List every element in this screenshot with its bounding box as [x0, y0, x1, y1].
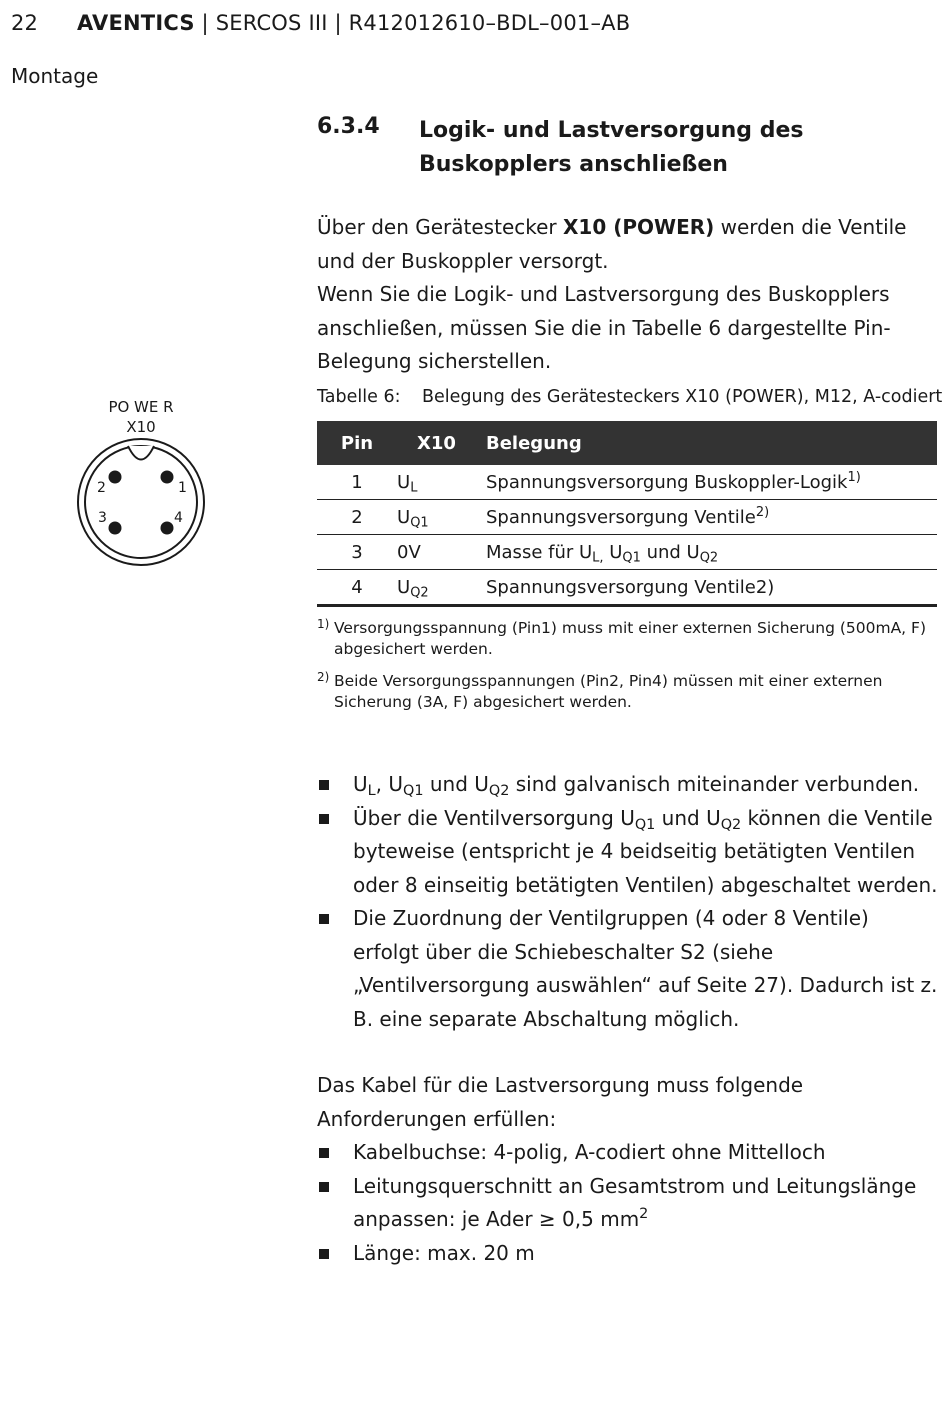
table-caption	[317, 387, 942, 407]
connector-id: X10	[126, 418, 156, 436]
pin-1-label: 1	[178, 480, 187, 496]
table-header-row	[317, 421, 937, 465]
table-row	[317, 570, 937, 606]
running-header	[11, 11, 630, 35]
cell-x10-sub: L	[410, 480, 418, 496]
cell-pin: 4	[317, 570, 397, 606]
pin-1-dot	[161, 471, 174, 484]
intro-text	[317, 211, 939, 379]
pin-assignment-table	[317, 421, 937, 607]
bullet-text: können die Ventile byteweise (entspricht je 4 beidseitig betätigten Ventilen oder 8 einseitig betätigten Ventilen) abgeschaltet werden.	[353, 805, 938, 897]
cell-desc-text: Masse für U	[486, 541, 593, 563]
table-row	[317, 465, 937, 500]
table-row	[317, 535, 937, 570]
bullet-square-icon	[319, 780, 329, 790]
bullet-square-icon	[319, 814, 329, 824]
document-id: | SERCOS III | R412012610–BDL–001–AB	[194, 11, 631, 35]
cell-x10-sub: Q2	[410, 585, 429, 601]
table-caption-text: Belegung des Gerätesteckers X10 (POWER), M12, A-codiert	[422, 387, 943, 407]
pin-4-dot	[161, 522, 174, 535]
requirement-text: Länge: max. 20 m	[353, 1240, 535, 1265]
requirement-text: Leitungsquerschnitt an Gesamtstrom und Leitungslänge anpassen: je Ader ≥ 0,5 mm	[353, 1173, 917, 1231]
requirement-sup: 2	[639, 1206, 649, 1223]
bullet-sub: Q2	[488, 783, 510, 800]
list-item	[317, 802, 939, 903]
bullet-square-icon	[319, 1249, 329, 1259]
bullet-text: Über die Ventilversorgung U	[353, 805, 635, 830]
intro-paragraph-1	[317, 211, 939, 278]
footnote-2	[317, 671, 937, 713]
cell-pin: 2	[317, 500, 397, 535]
list-item	[317, 768, 939, 802]
list-item	[317, 1237, 939, 1271]
cell-x10-sub: Q1	[410, 515, 429, 531]
connector-inner-ring	[85, 446, 197, 558]
intro-paragraph-2: Wenn Sie die Logik- und Lastversorgung des Buskopplers anschließen, müssen Sie die in Tabelle 6 dargestellte Pin-Belegung sicherstellen.	[317, 282, 891, 373]
connector-name: X10 (POWER)	[563, 215, 715, 239]
bullet-sub: Q1	[403, 783, 424, 800]
cell-belegung	[486, 500, 937, 535]
intro-p1-start: Über den Gerätestecker	[317, 215, 563, 239]
bullet-square-icon	[319, 914, 329, 924]
footnote-1-text: Versorgungsspannung (Pin1) muss mit einer externen Sicherung (500mA, F) abgesichert werden.	[334, 619, 926, 658]
page-number: 22	[11, 11, 39, 35]
cell-x10	[397, 500, 486, 535]
cell-pin: 1	[317, 465, 397, 500]
bullet-text: , U	[375, 772, 404, 796]
cable-intro: Das Kabel für die Lastversorgung muss folgende Anforderungen erfüllen:	[317, 1073, 804, 1131]
bullet-text: Die Zuordnung der Ventilgruppen (4 oder 8 Ventile) erfolgt über die Schiebeschalter S2 (siehe „Ventilversorgung auswählen“ auf Seite 27). Dadurch ist z. B. eine separate Abschaltung möglich.	[353, 906, 938, 1031]
cell-desc-text: Spannungsversorgung Ventile	[486, 506, 756, 528]
cell-x10	[397, 465, 486, 500]
bullet-text: U	[353, 772, 368, 796]
heading-number: 6.3.4	[317, 114, 380, 139]
cell-x10-text: U	[397, 576, 411, 598]
bullet-sub: L	[367, 783, 376, 800]
connector-label: PO WE R	[108, 398, 174, 416]
coding-key	[128, 446, 154, 460]
pin-3-label: 3	[98, 510, 107, 526]
table-caption-label: Tabelle 6:	[317, 387, 401, 407]
list-item	[317, 1136, 939, 1170]
bullet-text: und U	[655, 805, 721, 830]
footnote-1	[317, 618, 937, 660]
cell-x10-text: U	[397, 471, 411, 493]
cell-desc-sub: Q1	[622, 550, 641, 566]
bullet-text: sind galvanisch miteinander verbunden.	[509, 772, 920, 796]
table-row	[317, 500, 937, 535]
cell-desc-text: U	[603, 541, 623, 563]
list-item	[317, 1170, 939, 1237]
cell-pin: 3	[317, 535, 397, 570]
pin-2-dot	[109, 471, 122, 484]
bullet-text: und U	[423, 772, 489, 796]
cell-desc-text: und U	[640, 541, 700, 563]
brand-name: AVENTICS	[77, 11, 195, 35]
list-item	[317, 902, 939, 1036]
cell-belegung: Spannungsversorgung Ventile2)	[486, 570, 937, 606]
pin-4-label: 4	[174, 510, 183, 526]
m12-connector-icon	[70, 395, 215, 570]
footnote-2-text: Beide Versorgungsspannungen (Pin2, Pin4) müssen mit einer externen Sicherung (3A, F) abgesichert werden.	[334, 672, 883, 711]
footnote-1-mark: 1)	[317, 617, 330, 631]
cell-desc-text: Spannungsversorgung Buskoppler-Logik	[486, 471, 848, 493]
cell-belegung	[486, 535, 937, 570]
cell-x10: 0V	[397, 535, 486, 570]
cell-x10	[397, 570, 486, 606]
bullet-square-icon	[319, 1182, 329, 1192]
section-label: Montage	[11, 64, 99, 88]
connector-diagram	[70, 395, 215, 574]
cable-requirements-list	[317, 1136, 939, 1270]
column-header-belegung: Belegung	[486, 421, 937, 465]
column-header-x10: X10	[397, 421, 486, 465]
intro-p1-end: werden die Ventile und der Buskoppler versorgt.	[317, 215, 907, 273]
bullet-sub: Q1	[634, 816, 656, 833]
info-bullet-list	[317, 768, 939, 1036]
bullet-square-icon	[319, 1148, 329, 1158]
heading-title: Logik- und Lastversorgung des Buskopplers anschließen	[419, 118, 804, 177]
footnote-ref: 1)	[847, 469, 861, 485]
cell-desc-sub: Q2	[699, 550, 719, 566]
pin-2-label: 2	[97, 480, 106, 496]
cell-x10-text: U	[397, 506, 411, 528]
pin-3-dot	[109, 522, 122, 535]
bullet-sub: Q2	[720, 816, 742, 833]
footnote-ref: 2)	[755, 504, 770, 520]
column-header-pin: Pin	[317, 421, 397, 465]
cell-belegung	[486, 465, 937, 500]
requirement-text: Kabelbuchse: 4-polig, A-codiert ohne Mittelloch	[353, 1140, 826, 1164]
cell-desc-sub: L,	[592, 550, 604, 566]
footnote-2-mark: 2)	[317, 670, 330, 684]
